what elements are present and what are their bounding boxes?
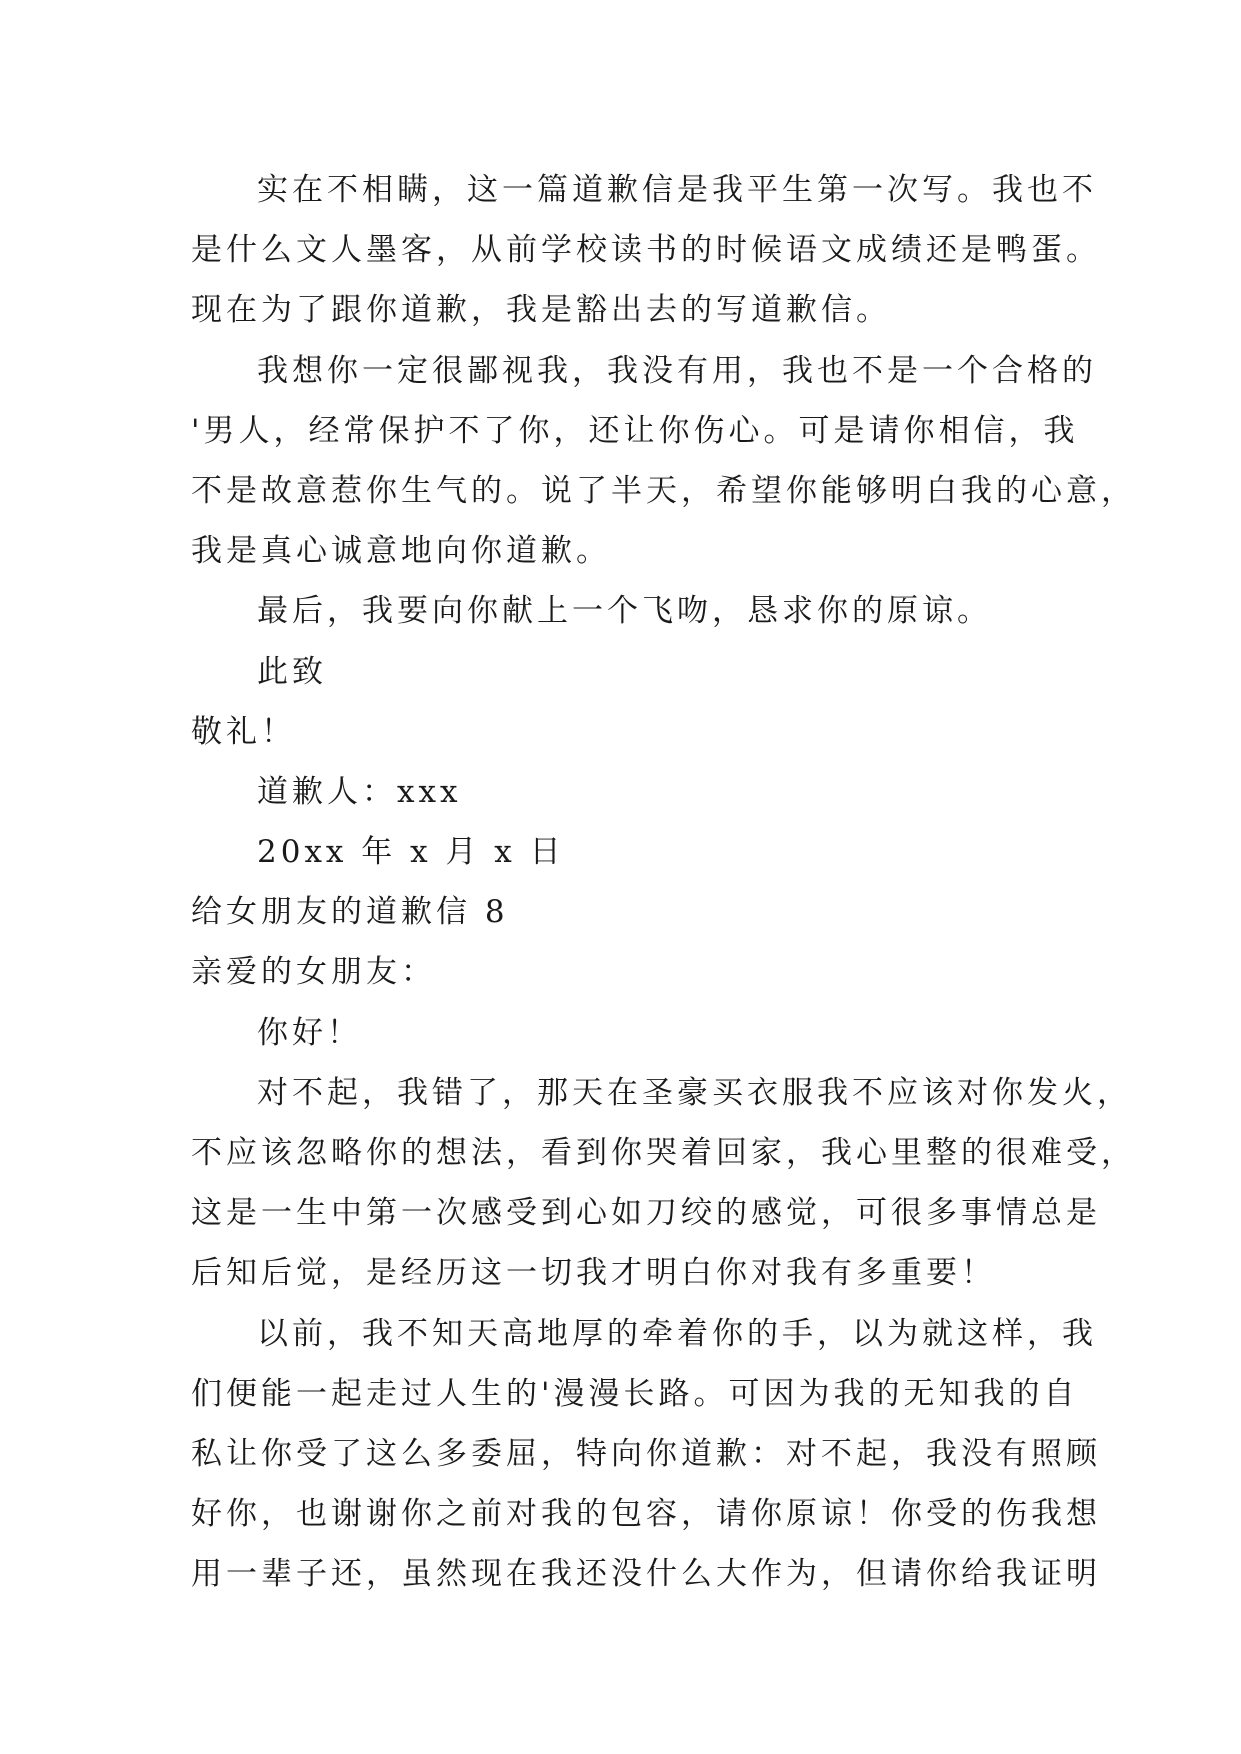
text-line: 用一辈子还，虽然现在我还没什么大作为，但请你给我证明 (191, 1556, 1101, 1593)
text-line: 20xx 年 x 月 x 日 (257, 834, 565, 871)
text-line: 亲爱的女朋友： (191, 954, 436, 991)
text-line: 不是故意惹你生气的。说了半天，希望你能够明白我的心意， (191, 472, 1136, 509)
text-line: 此致 (257, 653, 327, 690)
text-line: 不应该忽略你的想法，看到你哭着回家，我心里整的很难受， (191, 1135, 1136, 1171)
text-line: 这是一生中第一次感受到心如刀绞的感觉，可很多事情总是 (191, 1195, 1101, 1232)
text-line: 后知后觉，是经历这一切我才明白你对我有多重要！ (191, 1255, 996, 1292)
text-line: 给女朋友的道歉信 8 (191, 894, 509, 931)
text-line: 们便能一起走过人生的'漫漫长路。可因为我的无知我的自 (191, 1375, 1079, 1412)
text-line: 私让你受了这么多委屈，特向你道歉：对不起，我没有照顾 (191, 1435, 1101, 1472)
text-line: 现在为了跟你道歉，我是豁出去的写道歉信。 (191, 292, 891, 329)
text-line: 你好！ (257, 1014, 362, 1051)
text-line: 我想你一定很鄙视我，我没有用，我也不是一个合格的 (257, 352, 1097, 389)
text-line: 以前，我不知天高地厚的牵着你的手，以为就这样，我 (257, 1315, 1097, 1352)
text-line: 我是真心诚意地向你道歉。 (191, 533, 611, 570)
text-line: 实在不相瞒，这一篇道歉信是我平生第一次写。我也不 (257, 172, 1097, 208)
text-line: '男人，经常保护不了你，还让你伤心。可是请你相信，我 (191, 412, 1079, 449)
text-line: 好你，也谢谢你之前对我的包容，请你原谅！你受的伤我想 (191, 1496, 1101, 1533)
text-line: 道歉人：xxx (257, 773, 462, 810)
text-line: 对不起，我错了，那天在圣豪买衣服我不应该对你发火， (257, 1074, 1132, 1111)
text-line: 是什么文人墨客，从前学校读书的时候语文成绩还是鸭蛋。 (191, 232, 1101, 269)
text-line: 最后，我要向你献上一个飞吻，恳求你的原谅。 (257, 593, 992, 630)
letter-body (191, 160, 1136, 1605)
text-line: 敬礼！ (191, 713, 296, 750)
